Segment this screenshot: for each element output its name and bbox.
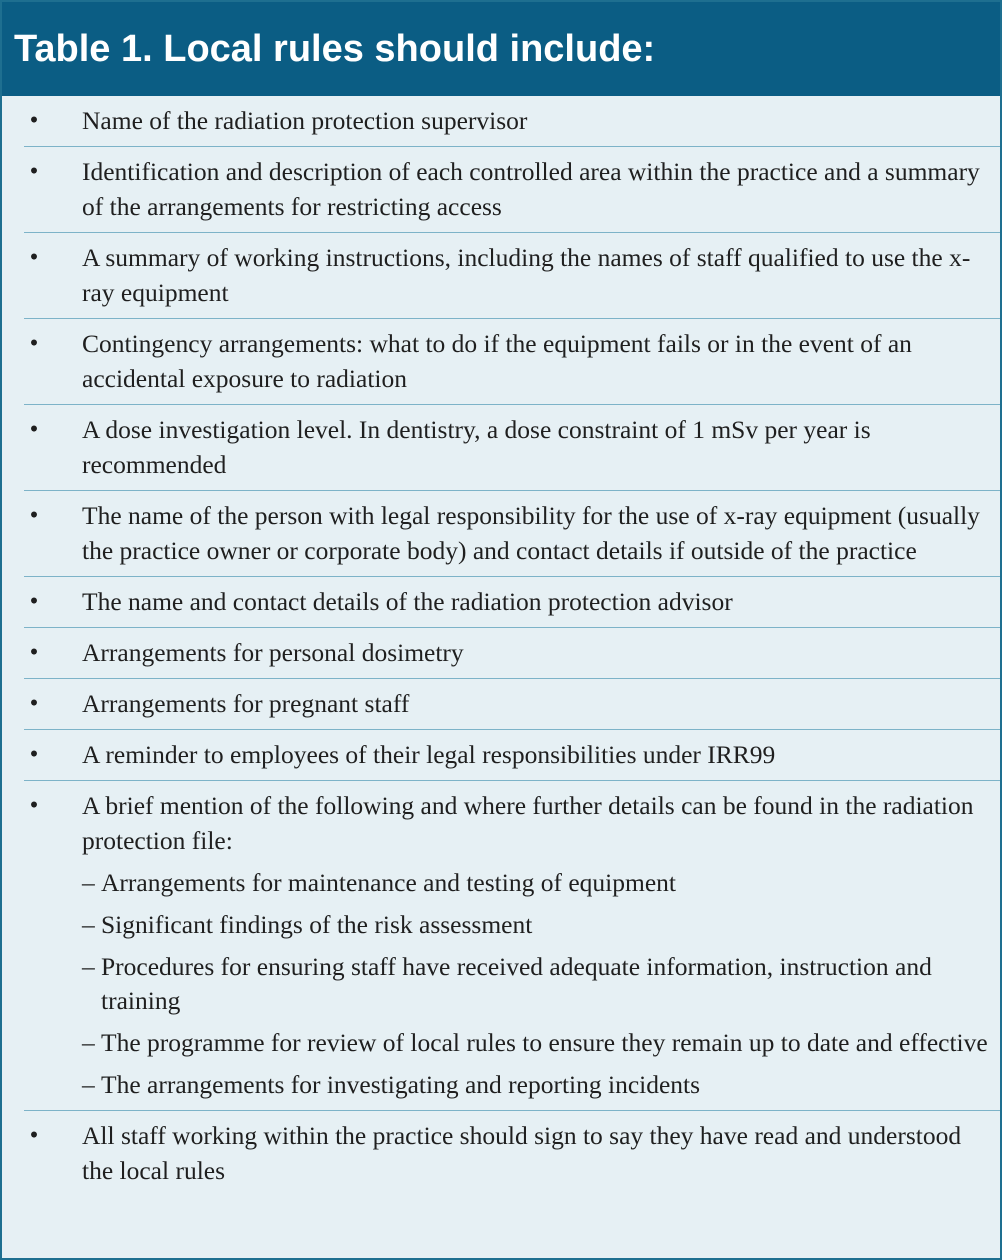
list-item [24, 628, 1000, 679]
bullet-icon: • [29, 416, 39, 443]
list-item [24, 781, 1000, 1111]
sub-list [82, 866, 988, 1102]
list-item [24, 319, 1000, 405]
sub-list-item-text: Procedures for ensuring staff have received adequate information, instruction and training [101, 952, 932, 1015]
list-item [24, 147, 1000, 233]
sub-list-item [82, 1068, 988, 1102]
list-item-text: Arrangements for personal dosimetry [82, 638, 464, 667]
bullet-icon: • [29, 639, 39, 666]
sub-list-item [82, 908, 988, 942]
bullet-icon: • [29, 330, 39, 357]
sub-list-item-text: Significant findings of the risk assessment [101, 910, 533, 939]
list-item [24, 96, 1000, 147]
rules-list [2, 96, 1000, 1196]
list-item-text: A reminder to employees of their legal responsibilities under IRR99 [82, 740, 776, 769]
bullet-icon: • [29, 690, 39, 717]
sub-list-item-text: The programme for review of local rules to ensure they remain up to date and effective [101, 1028, 988, 1057]
list-item-text: A dose investigation level. In dentistry, a dose constraint of 1 mSv per year is recommended [82, 415, 871, 479]
list-item-text: The name and contact details of the radiation protection advisor [82, 587, 733, 616]
bullet-icon: • [29, 588, 39, 615]
sub-list-item [82, 950, 988, 1018]
list-item-text: The name of the person with legal responsibility for the use of x-ray equipment (usually the practice owner or corporate body) and contact details if outside of the practice [82, 501, 980, 565]
list-item [24, 1111, 1000, 1196]
sub-list-item [82, 1026, 988, 1060]
list-item-text: Name of the radiation protection supervisor [82, 106, 528, 135]
bullet-icon: • [29, 792, 39, 819]
list-item-text: A brief mention of the following and where further details can be found in the radiation protection file: – Arrangements for maintenance and testing of equipment – Significant findings of the risk assessment – Procedures for ensuring staff have received adequate information, instruction and training – The programme for review of local rules to ensure they remain up to date and effective – The arrangements for investigating and reporting incidents [82, 788, 1000, 1102]
table-title: Table 1. Local rules should include: [2, 2, 1000, 96]
list-item [24, 730, 1000, 781]
list-item [24, 491, 1000, 577]
list-item [24, 405, 1000, 491]
dash-icon: – [82, 1070, 95, 1099]
bullet-icon: • [29, 158, 39, 185]
sub-list-item-text: Arrangements for maintenance and testing of equipment [101, 868, 676, 897]
list-item-text: All staff working within the practice should sign to say they have read and understood the local rules [82, 1121, 962, 1185]
list-item-text: Identification and description of each controlled area within the practice and a summary of the arrangements for restricting access [82, 157, 980, 221]
sub-list-item [82, 866, 988, 900]
list-item-text: Contingency arrangements: what to do if the equipment fails or in the event of an accidental exposure to radiation [82, 329, 912, 393]
dash-icon: – [82, 868, 95, 897]
list-item [24, 679, 1000, 730]
dash-icon: – [82, 910, 95, 939]
list-item-text: A summary of working instructions, including the names of staff qualified to use the x-ray equipment [82, 243, 971, 307]
bullet-icon: • [29, 1122, 39, 1149]
sub-list-item-text: The arrangements for investigating and reporting incidents [101, 1070, 701, 1099]
list-item [24, 577, 1000, 628]
list-item [24, 233, 1000, 319]
list-item-text: Arrangements for pregnant staff [82, 689, 410, 718]
dash-icon: – [82, 1028, 95, 1057]
bullet-icon: • [29, 741, 39, 768]
bullet-icon: • [29, 107, 39, 134]
bullet-icon: • [29, 502, 39, 529]
bullet-icon: • [29, 244, 39, 271]
dash-icon: – [82, 952, 95, 981]
